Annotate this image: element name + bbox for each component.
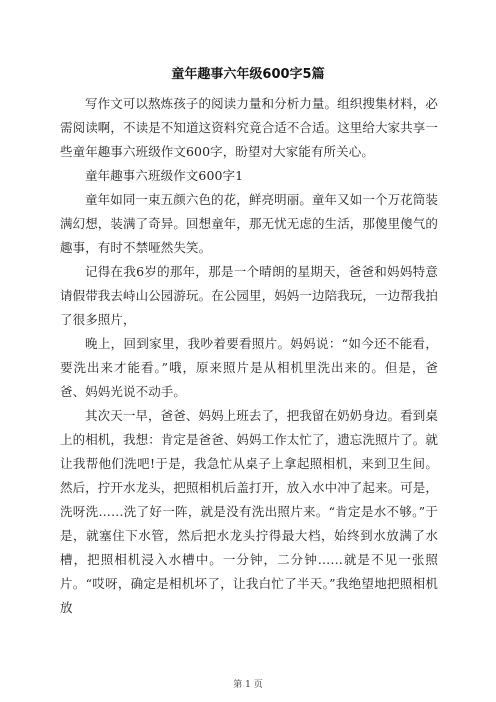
page-number: 第 1 页 [233,680,263,690]
body-paragraph: 晚上，回到家里，我吵着要看照片。妈妈说：“如今还不能看，要洗出来才能看。”哦，原来照片是从相机里洗出来的。但是，爸爸、妈妈光说不动手。 [60,336,438,399]
document-body [60,92,438,620]
body-paragraph: 记得在我6岁的那年，那是一个晴朗的星期天，爸爸和妈妈特意请假带我去峙山公园游玩。在公园里，妈妈一边陪我玩，一边帮我拍了很多照片， [60,264,439,327]
body-paragraph: 童年如同一束五颜六色的花，鲜亮明丽。童年又如一个万花筒装满幻想，装满了奇异。回想童年，那无忧无虑的生活，那傻里傻气的趣事，有时不禁哑然失笑。 [60,192,439,255]
body-paragraph: 其次天一早，爸爸、妈妈上班去了，把我留在奶奶身边。看到桌上的相机，我想：肯定是爸爸、妈妈工作太忙了，遗忘洗照片了。就让我帮他们洗吧!于是，我急忙从桌子上拿起照相机，来到卫生间。然后，拧开水龙头，把照相机后盖打开，放入水中冲了起来。可是，洗呀洗……洗了好一阵，就是没有洗出照片来。“肯定是水不够。”于是，就塞住下水管，然后把水龙头拧得最大档，始终到水放满了水槽，把照相机浸入水槽中。一分钟，二分钟……就是不见一张照片。“哎呀，确定是相机坏了，让我白忙了半天。”我绝望地把照相机放 [60,408,439,615]
essay-heading: 童年趣事六班级作文600字1 [85,168,244,183]
intro-paragraph: 写作文可以熬炼孩子的阅读力量和分析力量。组织搜集材料，必需阅读啊，不读是不知道这资料究竟合适不合适。这里给大家共享一些童年趣事六班级作文600字，盼望对大家能有所关心。 [60,96,439,159]
document-title: 童年趣事六年级600字5篇 [171,67,325,82]
